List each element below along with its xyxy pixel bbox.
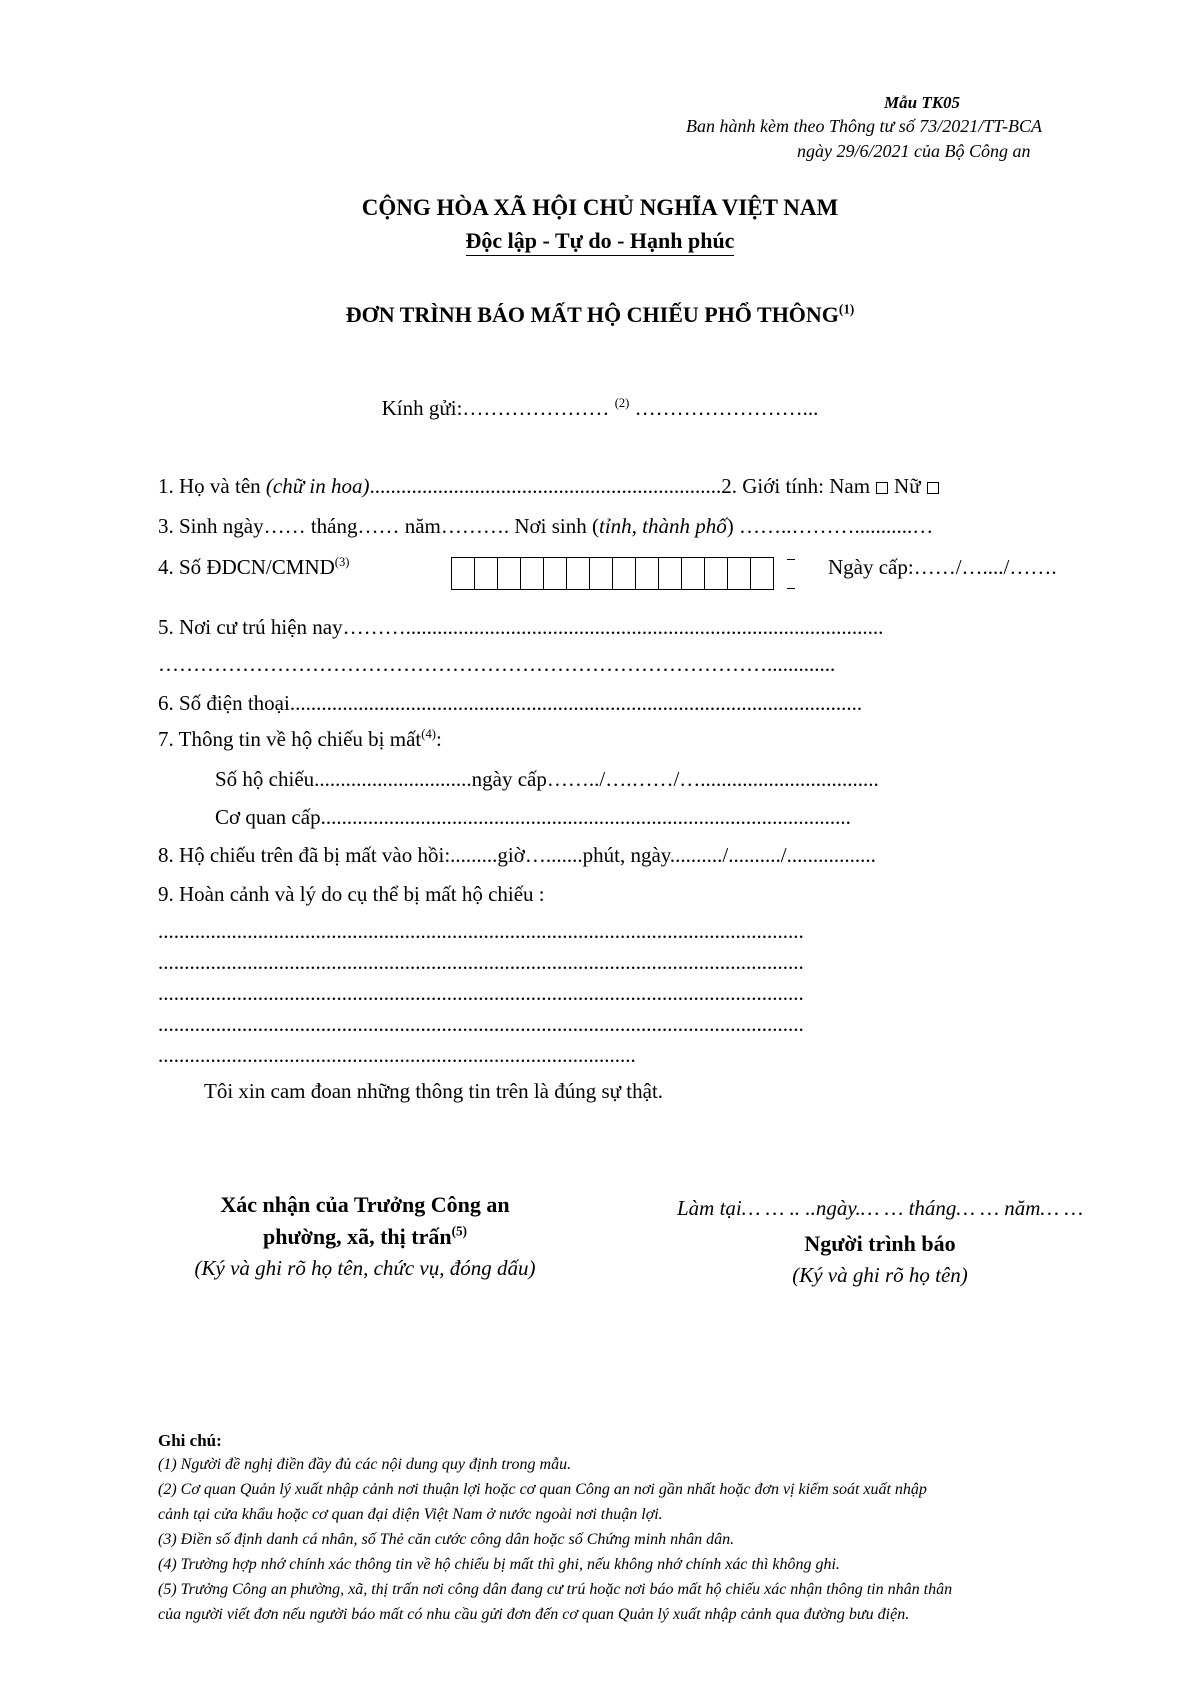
birth-date-text: 3. Sinh ngày…… tháng…… năm………. Nơi sinh ( — [158, 514, 599, 538]
addressee-line — [0, 396, 1200, 421]
notes-title: Ghi chú: — [158, 1431, 222, 1450]
circumstance-line[interactable]: ........................................................................................................................... — [158, 981, 804, 1005]
note-item: (4) Trường hợp nhớ chính xác thông tin về hộ chiếu bị mất thì ghi, nếu không nhớ chính xác thì không ghi. — [158, 1556, 840, 1573]
lost-passport-info-label — [158, 727, 442, 752]
id-number-label — [158, 555, 349, 580]
police-confirm-title-2-text: phường, xã, thị trấn — [263, 1224, 452, 1249]
reporter-signature-note: (Ký và ghi rõ họ tên) — [792, 1263, 968, 1287]
issuing-authority-field[interactable]: Cơ quan cấp..................................................................................................... — [215, 805, 851, 829]
id-issue-date[interactable]: Ngày cấp:……/…..../……. — [828, 555, 1057, 579]
reporter-title: Người trình báo — [804, 1231, 956, 1256]
note-item: (5) Trưởng Công an phường, xã, thị trấn nơi công dân đang cư trú hoặc nơi báo mất hộ chiếu xác nhận thông tin nhân thân — [158, 1581, 953, 1598]
id-number-cell[interactable] — [474, 557, 497, 590]
id-number-cell[interactable] — [497, 557, 520, 590]
nation-name: CỘNG HÒA XÃ HỘI CHỦ NGHĨA VIỆT NAM — [361, 195, 839, 220]
police-confirm-note-ref: (5) — [451, 1223, 467, 1239]
title-note-ref: (1) — [838, 301, 855, 317]
fullname-hint: (chữ in hoa) — [265, 474, 370, 498]
id-number-cell[interactable] — [727, 557, 750, 590]
gender-female-label: Nữ — [894, 474, 921, 498]
gender-female-checkbox[interactable] — [927, 482, 939, 494]
id-number-cell[interactable] — [681, 557, 704, 590]
motto-wrapper — [0, 228, 1200, 256]
circumstance-label: 9. Hoàn cảnh và lý do cụ thể bị mất hộ chiếu : — [158, 882, 545, 906]
id-box-tick-bottom — [787, 588, 795, 589]
residence-line-1[interactable]: 5. Nơi cư trú hiện nay………........................................................................................... — [158, 615, 884, 639]
police-confirm-title-2 — [130, 1224, 600, 1250]
fullname-dots[interactable]: ................................................................... — [369, 474, 722, 498]
id-number-cell[interactable] — [543, 557, 566, 590]
id-number-cell[interactable] — [635, 557, 658, 590]
id-number-cell[interactable] — [750, 557, 774, 590]
note-item: (3) Điền số định danh cá nhân, số Thẻ căn cước công dân hoặc số Chứng minh nhân dân. — [158, 1531, 735, 1548]
addressee-suffix: ……………………... — [634, 396, 819, 420]
addressee-prefix: Kính gửi:………………… — [381, 396, 610, 420]
lost-passport-note-ref: (4) — [421, 727, 436, 741]
note-item: của người viết đơn nếu người báo mất có nhu cầu gửi đơn đến cơ quan Quản lý xuất nhập cảnh qua đường bưu điện. — [158, 1606, 910, 1623]
residence-line-2[interactable]: ……………………………………………………………………………............. — [158, 652, 836, 676]
signing-place-date[interactable]: Làm tại… … .. ..ngày.… … tháng… … năm… … — [676, 1196, 1084, 1220]
id-number-cell[interactable] — [566, 557, 589, 590]
document-title-text: ĐƠN TRÌNH BÁO MẤT HỘ CHIẾU PHỔ THÔNG — [345, 302, 839, 327]
lost-passport-colon: : — [435, 727, 442, 751]
note-item: (2) Cơ quan Quản lý xuất nhập cảnh nơi thuận lợi hoặc cơ quan Công an nơi gần nhất hoặc đơn vị kiểm soát xuất nhập — [158, 1481, 927, 1498]
form-code: Mẫu TK05 — [884, 93, 961, 112]
circumstance-line[interactable]: ........................................................................................................................... — [158, 919, 804, 943]
document-title — [0, 302, 1200, 328]
note-item: cảnh tại cửa khẩu hoặc cơ quan đại diện Việt Nam ở nước ngoài nơi thuận lợi. — [158, 1506, 663, 1523]
lost-passport-info-text: 7. Thông tin về hộ chiếu bị mất — [158, 727, 422, 751]
id-number-cell[interactable] — [451, 557, 474, 590]
addressee-note-ref: (2) — [614, 396, 630, 410]
issued-by-line-1: Ban hành kèm theo Thông tư số 73/2021/TT-BCA — [686, 116, 1042, 136]
police-confirm-note: (Ký và ghi rõ họ tên, chức vụ, đóng dấu) — [194, 1256, 536, 1280]
id-number-cell[interactable] — [704, 557, 727, 590]
phone-field[interactable]: 6. Số điện thoại............................................................................................................. — [158, 691, 863, 715]
id-number-label-text: 4. Số ĐDCN/CMND — [158, 555, 335, 579]
field-birth[interactable] — [158, 514, 933, 539]
id-number-boxes[interactable] — [451, 557, 774, 590]
id-box-tick-top — [787, 559, 795, 560]
circumstance-line[interactable]: ........................................................................................................................... — [158, 950, 804, 974]
lost-time-field[interactable]: 8. Hộ chiếu trên đã bị mất vào hồi:.........giờ….......phút, ngày........../........../................. — [158, 843, 876, 867]
passport-number-field[interactable]: Số hộ chiếu..............................ngày cấp……../….……/….................................. — [215, 767, 879, 791]
note-item: (1) Người đề nghị điền đầy đủ các nội dung quy định trong mẫu. — [158, 1456, 572, 1473]
birth-tail: ) ……..………...........… — [726, 514, 934, 538]
gender-label: 2. Giới tính: Nam — [721, 474, 871, 498]
gender-male-checkbox[interactable] — [876, 482, 888, 494]
birthplace-hint: tỉnh, thành phố — [599, 514, 727, 538]
circumstance-line[interactable]: ........................................................................................... — [158, 1043, 636, 1067]
commitment-statement: Tôi xin cam đoan những thông tin trên là đúng sự thật. — [204, 1079, 664, 1103]
motto: Độc lập - Tự do - Hạnh phúc — [466, 228, 735, 256]
issued-by-line-2: ngày 29/6/2021 của Bộ Công an — [797, 141, 1031, 161]
id-number-cell[interactable] — [520, 557, 543, 590]
field-fullname-gender — [158, 474, 945, 499]
fullname-label: 1. Họ và tên — [158, 474, 266, 498]
id-number-cell[interactable] — [612, 557, 635, 590]
id-number-cell[interactable] — [658, 557, 681, 590]
police-confirm-title-1: Xác nhận của Trưởng Công an — [220, 1192, 510, 1217]
id-number-cell[interactable] — [589, 557, 612, 590]
id-number-note-ref: (3) — [334, 555, 350, 569]
circumstance-line[interactable]: ........................................................................................................................... — [158, 1012, 804, 1036]
